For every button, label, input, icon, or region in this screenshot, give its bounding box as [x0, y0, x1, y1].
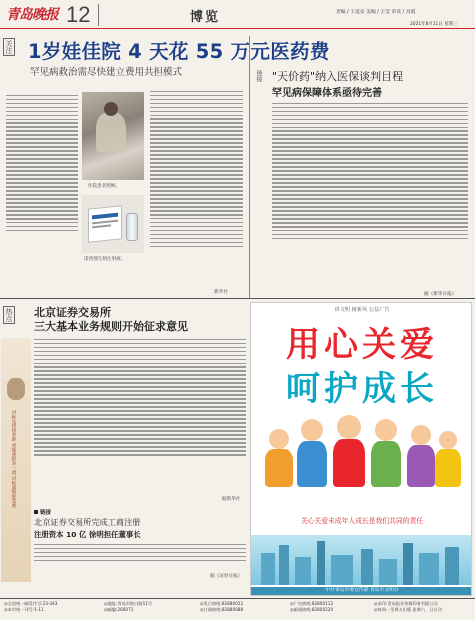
- paper-name: 青岛晚报: [6, 7, 58, 23]
- column-tag-lianjie: 链接: [255, 70, 262, 82]
- footer-distribution-line: ◎发行热线:82880022: [200, 601, 244, 606]
- link-headline: 北京证券交易所完成工商注册: [34, 517, 141, 527]
- side-subheadline: 罕见病保障体系亟待完善: [272, 88, 382, 99]
- page-number: 12: [66, 2, 91, 27]
- paper-logo: [6, 5, 64, 23]
- footer-postal-code: ◎全国统一邮发代号:23-343: [4, 601, 58, 606]
- ad-slogan-1: 用心关爱: [286, 325, 438, 365]
- side-body: [272, 100, 468, 242]
- masthead-rule: [0, 28, 475, 29]
- ad-footer: 中共青岛市委宣传部 青岛市文明办: [251, 587, 472, 595]
- ad-skyline: [251, 535, 472, 585]
- column-tag-guanzhu: 关注: [5, 40, 13, 54]
- banner-text: 对标先进找差距 勇挑重担争一流 对标深圳促发展: [11, 410, 16, 508]
- footer-subscription-line: ◎订阅热线:82880088: [200, 607, 244, 613]
- footer-printer: ◎承印:青岛报业传媒印务有限公司: [374, 601, 438, 606]
- medicine-box: [88, 205, 122, 243]
- ad-slogan-2: 呵护成长: [286, 369, 438, 409]
- footer-news-line: ◎新闻热线:82800220: [290, 607, 334, 613]
- side-byline: 据《新华日报》: [424, 292, 457, 297]
- editors-line: 责编 / 王延安 美编 / 王莹 审读 / 昌霞: [336, 10, 416, 15]
- link-subheadline: 注册资本 10 亿 徐明担任董事长: [34, 530, 141, 539]
- issue-date: 2021年8月11日 星期三: [410, 22, 458, 27]
- footer-publication-no: ◎本市统一刊号:1-11: [4, 607, 44, 613]
- ad-top-banner: 讲文明 树新风 公益广告: [334, 307, 390, 313]
- footer-col-5: [374, 601, 474, 613]
- page-divider: [98, 4, 99, 26]
- lead-photo-patient: [82, 92, 144, 180]
- lead-subheadline: 罕见病救治需尽快建立费用共担模式: [30, 67, 183, 78]
- banner-portrait: [7, 378, 25, 400]
- beijing-byline: 据新华社: [222, 497, 241, 502]
- section-title: 博览: [190, 10, 221, 25]
- lead-body: [150, 88, 243, 250]
- footer-zip: ◎邮编:266071: [104, 607, 134, 613]
- medicine-vial: [126, 213, 138, 241]
- footer-rule: [0, 598, 475, 599]
- psa-ad: [250, 302, 472, 596]
- side-banner: [1, 338, 31, 582]
- photo-figure: [96, 112, 126, 152]
- link-tag: [34, 508, 51, 516]
- column-tag-redian: 热点: [5, 308, 13, 322]
- footer-schedule: ◎每周一至周五出版 星期六、日合刊: [374, 607, 442, 613]
- photo1-caption: 住院患者照顾。: [88, 184, 121, 189]
- photo-figure-head: [104, 102, 118, 116]
- section-rule: [0, 298, 475, 299]
- link-body: [34, 541, 246, 564]
- ad-children-illustration: [263, 409, 461, 493]
- lead-body-left: [6, 92, 78, 234]
- footer-col-1: [4, 601, 100, 613]
- footer-col-4: [290, 601, 370, 613]
- lead-photo-medicine: [82, 195, 144, 253]
- side-headline: "天价药"纳入医保谈判目程: [272, 70, 404, 83]
- ad-tagline: 关心关爱未成年人成长是我们共同的责任: [300, 517, 424, 525]
- beijing-headline-2: 三大基本业务规则开始征求意见: [34, 320, 188, 333]
- masthead: [0, 0, 475, 34]
- footer-col-2: [104, 601, 196, 613]
- beijing-body: [34, 336, 246, 458]
- photo2-caption: 诺西那生钠注射液。: [84, 257, 126, 262]
- beijing-headline-1: 北京证券交易所: [34, 306, 111, 319]
- column-divider: [249, 36, 250, 298]
- lead-byline: 新华社: [214, 290, 228, 295]
- lead-headline: 1岁娃佳院 4 天花 55 万元医药费: [28, 40, 330, 63]
- link-byline: 据《证券日报》: [210, 574, 243, 579]
- link-tag-label: 链接: [40, 510, 52, 516]
- footer-col-3: [200, 601, 286, 613]
- square-bullet-icon: [34, 510, 38, 514]
- footer-address: ◎地址:青岛市海口路11号: [104, 601, 153, 606]
- footer-ad-line: ◎广告热线:82800112: [290, 601, 334, 606]
